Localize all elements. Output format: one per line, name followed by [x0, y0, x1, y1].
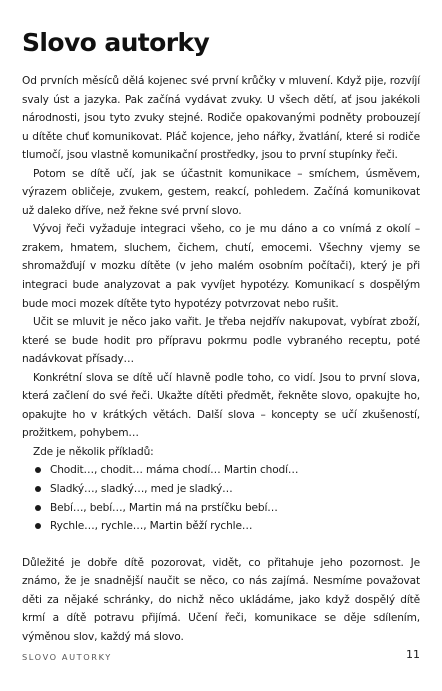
- examples-list: [22, 461, 420, 535]
- closing-paragraph: Důležité je dobře dítě pozorovat, vidět, co přitahuje jeho pozornost. Je známo, že je snadnější naučit se něco, co nás zajímá. Nesmíme považovat děti za nějaké schránky, do nichž něco ukládáme, jako když dospělý dítě krmí a dítě potravu přijímá. Učení řeči, komunikace se děje sdílením, výměnou slov, každý má slovo.: [22, 556, 420, 643]
- list-item: [33, 517, 420, 536]
- page-number: 11: [406, 648, 420, 661]
- list-item: [33, 480, 420, 499]
- list-item-text: Sladký…, sladký…, med je sladký…: [50, 483, 233, 496]
- paragraph-5: Konkrétní slova se dítě učí hlavně podle toho, co vidí. Jsou to první slova, která začlení do své řeči. Ukažte dítěti předmět, řekněte slovo, opakujte ho, opakujte ho v krátkých větách. Další slova – koncepty se učí zkušeností, prožitkem, pohybem…: [22, 371, 420, 440]
- paragraph-4: Učit se mluvit je něco jako vařit. Je třeba nejdřív nakupovat, vybírat zboží, které se bude hodit pro přípravu pokrmu podle vybraného receptu, poté nadávkovat přísady…: [22, 316, 420, 366]
- bullet-icon: [35, 486, 41, 492]
- paragraph-2: Potom se dítě učí, jak se účastnit komunikace – smíchem, úsměvem, výrazem obličeje, zvukem, gestem, reakcí, pohledem. Začíná komunikovat už daleko dříve, než řekne své první slovo.: [22, 167, 420, 217]
- bullet-icon: [35, 467, 41, 473]
- list-item: [33, 461, 420, 480]
- paragraph-spacer: [22, 536, 420, 554]
- examples-intro: Zde je několik příkladů:: [33, 445, 154, 458]
- list-item-text: Chodit…, chodit… máma chodí… Martin chodí…: [50, 464, 299, 477]
- page-title: Slovo autorky: [22, 28, 210, 57]
- bullet-icon: [35, 523, 41, 529]
- paragraph-3: Vývoj řeči vyžaduje integraci všeho, co je mu dáno a co vnímá z okolí – zrakem, hmatem, sluchem, čichem, chutí, emocemi. Všechny vjemy se shromažďují v mozku dítěte (v jeho malém osobním počítači), který je při integraci bude analyzovat a pak vyvíjet hypotézy. Komunikací s dospělým bude moci mozek dítěte tyto hypotézy potvrzovat nebo rušit.: [22, 223, 420, 310]
- list-item-text: Bebí…, bebí…, Martin má na prstíčku bebí…: [50, 501, 278, 514]
- body-text: [22, 72, 420, 646]
- bullet-icon: [35, 505, 41, 511]
- paragraph-1: Od prvních měsíců dělá kojenec své první krůčky v mluvení. Když pije, rozvíjí svaly úst a jazyka. Pak začíná vydávat zvuky. U všech dětí, ať jsou jakékoli národnosti, jsou tyto zvuky stejné. Rodiče opakovanými podněty probouzejí u dítěte chuť komunikovat. Pláč kojence, jeho nářky, žvatlání, které si rodiče tlumočí, jsou vlastně komunikační prostředky, jsou to první stupínky řeči.: [22, 75, 420, 162]
- list-item-text: Rychle…, rychle…, Martin běží rychle…: [50, 520, 253, 533]
- list-item: [33, 499, 420, 518]
- running-head: SLOVO AUTORKY: [22, 652, 112, 662]
